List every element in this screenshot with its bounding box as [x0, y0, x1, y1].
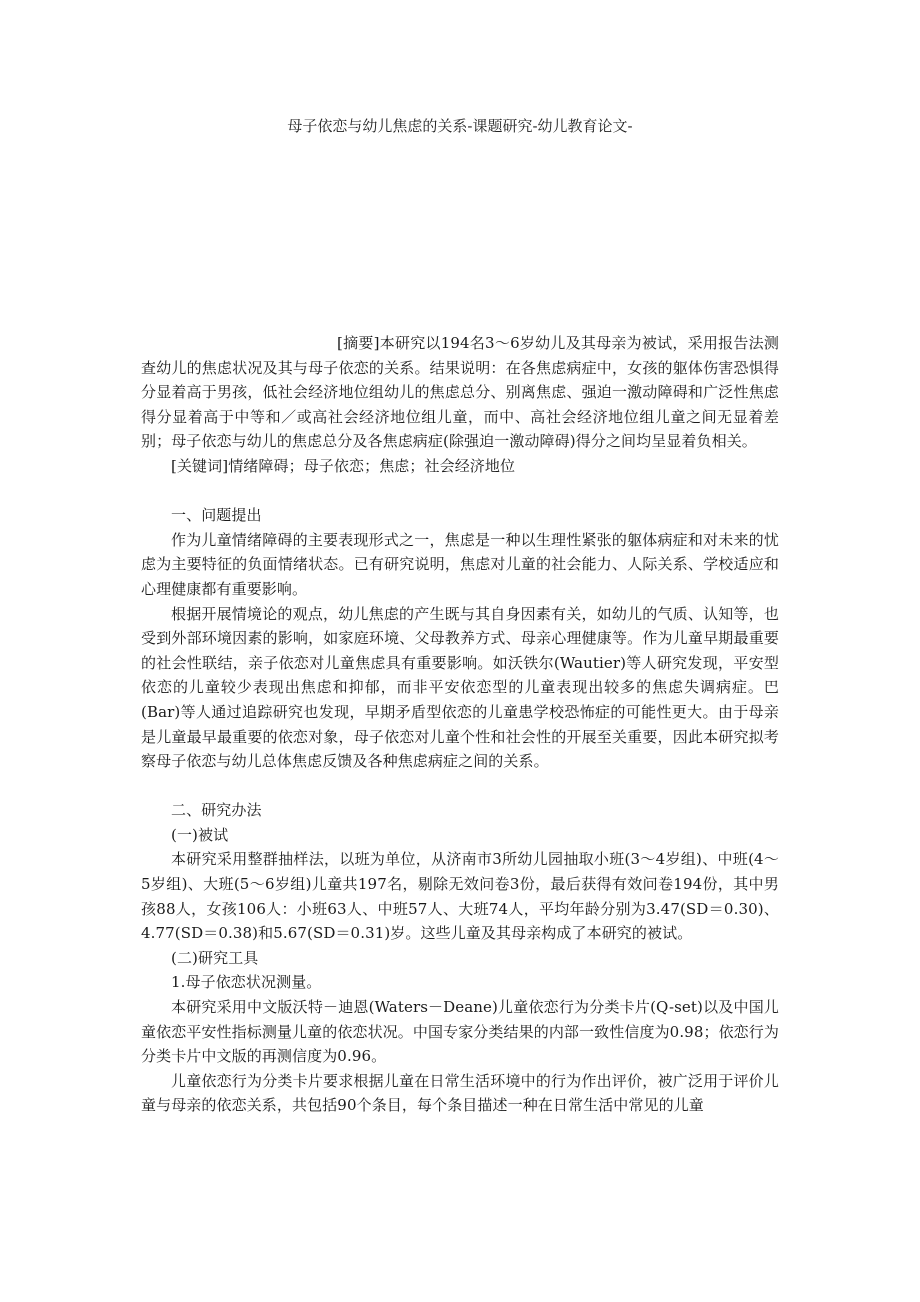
- subsection-heading-tools: (二)研究工具: [171, 948, 259, 967]
- keywords-paragraph: [关键词]情绪障碍；母子依恋；焦虑；社会经济地位: [171, 456, 516, 475]
- section-heading-1: 一、问题提出: [171, 506, 262, 525]
- spacer: [141, 479, 779, 504]
- subsection-heading-subjects: (一)被试: [171, 825, 229, 844]
- tools-item-1: 1.母子依恋状况测量。: [171, 973, 322, 992]
- subjects-paragraph: 本研究采用整群抽样法，以班为单位，从济南市3所幼儿园抽取小班(3～4岁组)、中班(4～5岁组)、大班(5～6岁组)儿童共197名，剔除无效问卷3份，最后获得有效问卷194份，其中男孩88人，女孩106人：小班63人、中班57人、大班74人，平均年龄分别为3.47(SD＝0.30)、4.77(SD＝0.38)和5.67(SD＝0.31)岁。这些儿童及其母亲构成了本研究的被试。: [141, 850, 779, 943]
- document-body: [141, 331, 779, 1118]
- tools-paragraph-1: 本研究采用中文版沃特－迪恩(Waters－Deane)儿童依恋行为分类卡片(Q-set)以及中国儿童依恋平安性指标测量儿童的依恋状况。中国专家分类结果的内部一致性信度为0.98；依恋行为分类卡片中文版的再测信度为0.96。: [141, 998, 779, 1066]
- section1-paragraph-1: 作为儿童情绪障碍的主要表现形式之一，焦虑是一种以生理性紧张的躯体病症和对未来的忧虑为主要特征的负面情绪状态。已有研究说明，焦虑对儿童的社会能力、人际关系、学校适应和心理健康都有重要影响。: [141, 530, 779, 598]
- section-heading-2: 二、研究办法: [171, 801, 262, 820]
- spacer: [141, 774, 779, 799]
- tools-paragraph-2: 儿童依恋行为分类卡片要求根据儿童在日常生活环境中的行为作出评价，被广泛用于评价儿童与母亲的依恋关系，共包括90个条目，每个条目描述一种在日常生活中常见的儿童: [141, 1071, 779, 1115]
- document-title: 母子依恋与幼儿焦虑的关系-课题研究-幼儿教育论文-: [287, 117, 633, 135]
- section1-paragraph-2: 根据开展情境论的观点，幼儿焦虑的产生既与其自身因素有关，如幼儿的气质、认知等，也受到外部环境因素的影响，如家庭环境、父母教养方式、母亲心理健康等。作为儿童早期最重要的社会性联结，亲子依恋对儿童焦虑具有重要影响。如沃铁尔(Wautier)等人研究发现，平安型依恋的儿童较少表现出焦虑和抑郁，而非平安依恋型的儿童表现出较多的焦虑失调病症。巴(Bar)等人通过追踪研究也发现，早期矛盾型依恋的儿童患学校恐怖症的可能性更大。由于母亲是儿童最早最重要的依恋对象，母子依恋对儿童个性和社会性的开展至关重要，因此本研究拟考察母子依恋与幼儿总体焦虑反馈及各种焦虑病症之间的关系。: [141, 604, 779, 771]
- abstract-paragraph: [摘要]本研究以194名3～6岁幼儿及其母亲为被试，采用报告法测查幼儿的焦虑状况及其与母子依恋的关系。结果说明：在各焦虑病症中，女孩的躯体伤害恐惧得分显着高于男孩，低社会经济地位组幼儿的焦虑总分、别离焦虑、强迫一激动障碍和广泛性焦虑得分显着高于中等和／或高社会经济地位组儿童，而中、高社会经济地位组儿童之间无显着差别；母子依恋与幼儿的焦虑总分及各焦虑病症(除强迫一激动障碍)得分之间均呈显着负相关。: [141, 334, 779, 451]
